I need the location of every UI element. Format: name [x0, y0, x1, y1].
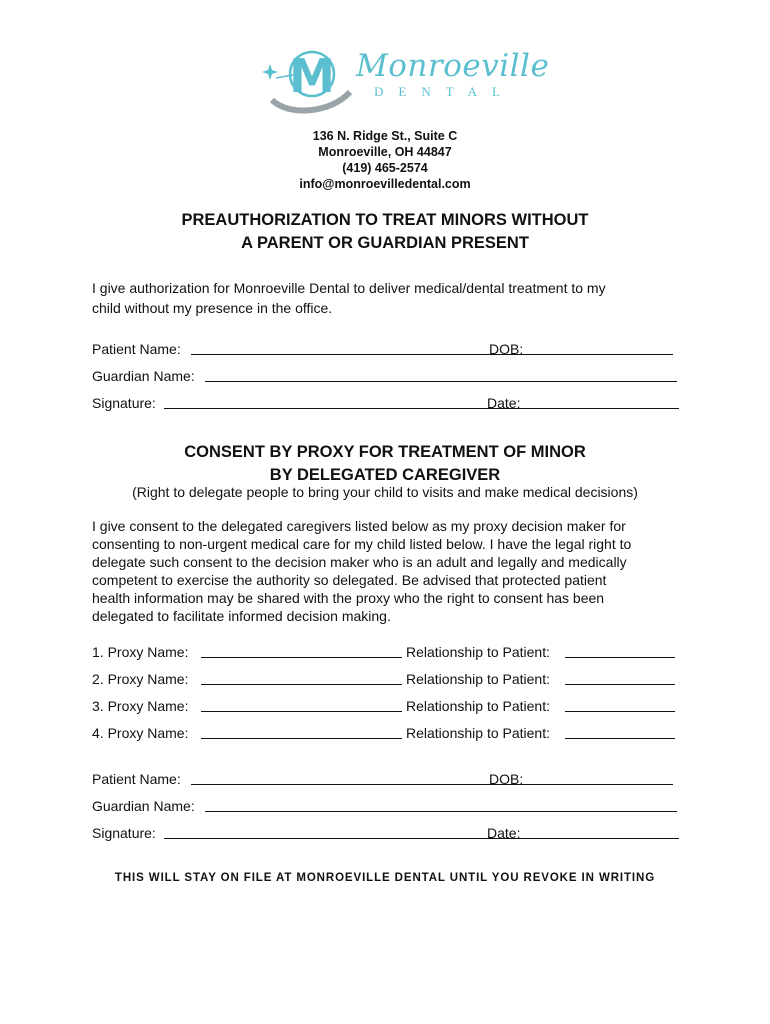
- patient-name-label: Patient Name:: [92, 341, 181, 357]
- proxy-name-label: 2. Proxy Name:: [92, 671, 189, 687]
- guardian-name-field[interactable]: [205, 381, 677, 382]
- s1-patient-row: [92, 339, 692, 359]
- address-phone: (419) 465-2574: [342, 161, 428, 175]
- signature-label: Signature:: [92, 395, 156, 411]
- guardian-name-field[interactable]: [205, 811, 677, 812]
- s2-signature-row: [92, 823, 692, 843]
- relationship-label: Relationship to Patient:: [406, 671, 550, 687]
- section2-para-line: consenting to non-urgent medical care for my child listed below. I have the legal right to: [92, 536, 632, 552]
- date-label: Date:: [487, 825, 521, 841]
- proxy-row: [92, 642, 692, 662]
- proxy-row: [92, 696, 692, 716]
- relationship-label: Relationship to Patient:: [406, 698, 550, 714]
- date-field[interactable]: [527, 838, 679, 839]
- logo-subtitle: DENTAL: [374, 84, 515, 99]
- logo-mark-letter: M: [289, 49, 335, 103]
- guardian-name-label: Guardian Name:: [92, 368, 195, 384]
- relationship-label: Relationship to Patient:: [406, 725, 550, 741]
- address-city: Monroeville, OH 44847: [318, 145, 452, 159]
- address-email: info@monroevilledental.com: [299, 177, 471, 191]
- section2-para-line: delegated to facilitate informed decision making.: [92, 608, 391, 624]
- section1-para-line: I give authorization for Monroeville Dental to deliver medical/dental treatment to my: [92, 280, 606, 296]
- proxy-name-label: 1. Proxy Name:: [92, 644, 189, 660]
- section2-para-line: delegate such consent to the decision maker who is an adult and legally and medically: [92, 554, 627, 570]
- section2-title: [0, 441, 770, 487]
- date-label: Date:: [487, 395, 521, 411]
- section2-para-line: health information may be shared with the proxy who the right to consent has been: [92, 590, 605, 606]
- s2-patient-row: [92, 769, 692, 789]
- proxy-name-field[interactable]: [201, 684, 402, 685]
- proxy-name-label: 3. Proxy Name:: [92, 698, 189, 714]
- relationship-field[interactable]: [565, 711, 675, 712]
- s1-guardian-row: [92, 366, 692, 386]
- section2-paragraph: [92, 517, 692, 625]
- proxy-name-field[interactable]: [201, 738, 402, 739]
- relationship-field[interactable]: [565, 684, 675, 685]
- section2-title-line2: BY DELEGATED CAREGIVER: [269, 466, 501, 484]
- proxy-name-field[interactable]: [201, 711, 402, 712]
- relationship-field[interactable]: [565, 738, 675, 739]
- guardian-name-label: Guardian Name:: [92, 798, 195, 814]
- section2-title-line1: CONSENT BY PROXY FOR TREATMENT OF MINOR: [184, 443, 586, 461]
- practice-address: [0, 128, 770, 192]
- relationship-label: Relationship to Patient:: [406, 644, 550, 660]
- section2-para-line: I give consent to the delegated caregivers listed below as my proxy decision maker for: [92, 518, 626, 534]
- section1-title: [0, 209, 770, 255]
- proxy-row: [92, 723, 692, 743]
- dob-field[interactable]: [529, 784, 673, 785]
- dob-field[interactable]: [529, 354, 673, 355]
- dob-label: DOB:: [489, 341, 524, 357]
- logo-mark-icon: [258, 44, 358, 116]
- address-street: 136 N. Ridge St., Suite C: [312, 129, 458, 143]
- section1-paragraph: [92, 278, 692, 318]
- dob-label: DOB:: [489, 771, 524, 787]
- relationship-field[interactable]: [565, 657, 675, 658]
- section2-para-line: competent to exercise the authority so delegated. Be advised that protected patient: [92, 572, 607, 588]
- logo-name: Monroeville: [356, 48, 550, 84]
- section1-para-line: child without my presence in the office.: [92, 300, 333, 316]
- section1-title-line1: PREAUTHORIZATION TO TREAT MINORS WITHOUT: [181, 211, 589, 229]
- s2-guardian-row: [92, 796, 692, 816]
- signature-label: Signature:: [92, 825, 156, 841]
- s1-signature-row: [92, 393, 692, 413]
- date-field[interactable]: [527, 408, 679, 409]
- section2-subtitle: (Right to delegate people to bring your child to visits and make medical decisions): [132, 484, 638, 500]
- file-notice: THIS WILL STAY ON FILE AT MONROEVILLE DENTAL UNTIL YOU REVOKE IN WRITING: [114, 872, 656, 884]
- proxy-name-label: 4. Proxy Name:: [92, 725, 189, 741]
- patient-name-label: Patient Name:: [92, 771, 181, 787]
- proxy-row: [92, 669, 692, 689]
- proxy-name-field[interactable]: [201, 657, 402, 658]
- section1-title-line2: A PARENT OR GUARDIAN PRESENT: [241, 234, 529, 252]
- monroeville-dental-logo: [258, 44, 550, 116]
